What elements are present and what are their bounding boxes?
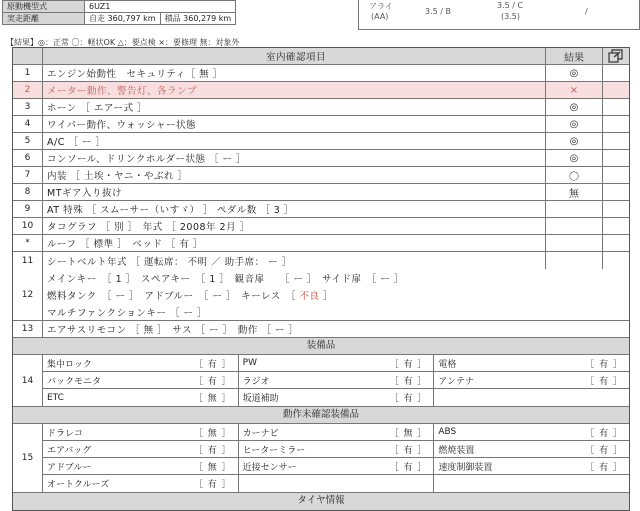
equipment-cell bbox=[239, 355, 435, 371]
row-number: 6 bbox=[13, 150, 43, 166]
equipment-cell bbox=[43, 372, 239, 388]
equipment-label: 速度制御装置 bbox=[438, 462, 493, 473]
mileage-meter: 積品 360,279 km bbox=[160, 13, 236, 25]
row-number: 1 bbox=[13, 65, 43, 81]
list-item bbox=[43, 355, 629, 372]
row-result: ◎ bbox=[545, 99, 602, 115]
equipment-value: ［ 有 ］ bbox=[389, 359, 428, 370]
equipment-value: ［ 無 ］ bbox=[389, 428, 428, 439]
equipment-cell bbox=[43, 389, 239, 406]
equipment-value: ［ 無 ］ bbox=[193, 428, 232, 439]
equipment-label: ドラレコ bbox=[47, 428, 84, 439]
equipment-label: オートクルーズ bbox=[47, 480, 110, 490]
equipment-cell bbox=[239, 389, 435, 406]
equipment-label: 集中ロック bbox=[47, 359, 92, 370]
equipment-label: 近接センサー bbox=[242, 462, 297, 473]
table-row bbox=[13, 99, 629, 116]
table-row bbox=[13, 167, 629, 184]
eval-label-top: アライ bbox=[369, 2, 393, 11]
model-value: 6UZ1 bbox=[85, 1, 236, 13]
row-result bbox=[545, 252, 602, 269]
row-item: ワイパー動作、ウォッシャー状態 bbox=[47, 120, 196, 131]
evaluation-box bbox=[358, 0, 640, 30]
list-item bbox=[43, 458, 629, 475]
row-result: ◎ bbox=[545, 133, 602, 149]
table-row bbox=[13, 150, 629, 167]
equipment-value: ［ 有 ］ bbox=[585, 445, 624, 456]
row-number: 5 bbox=[13, 133, 43, 149]
row-item: MTギア入り抜け bbox=[47, 188, 122, 199]
equipment-label: カーナビ bbox=[242, 428, 279, 439]
row-number: 10 bbox=[13, 218, 43, 234]
equipment-label: ETC bbox=[47, 392, 64, 403]
vehicle-header bbox=[0, 0, 640, 30]
keyless-status: 不良 bbox=[299, 290, 320, 302]
equipment-cell bbox=[239, 441, 435, 457]
equipment-value: ［ 有 ］ bbox=[193, 359, 232, 370]
equipment-cell bbox=[239, 458, 435, 474]
equipment-label: 坂道補助 bbox=[242, 394, 279, 404]
row-number: 3 bbox=[13, 99, 43, 115]
equipment-label: ヒーターミラー bbox=[242, 445, 306, 456]
table-row bbox=[13, 116, 629, 133]
equipment-value: ［ 有 ］ bbox=[193, 376, 232, 387]
equipment-cell bbox=[239, 475, 435, 492]
equipment-value: ［ 有 ］ bbox=[389, 445, 428, 456]
row-item: 内装 ［ 土埃・ヤニ・やぶれ ］ bbox=[47, 171, 188, 182]
row-result: × bbox=[545, 82, 602, 98]
equipment-label: 燃焼装置 bbox=[438, 445, 475, 456]
equipment-value: ［ 有 ］ bbox=[389, 376, 428, 387]
model-label: 原動機型式 bbox=[3, 1, 85, 13]
row-result bbox=[545, 218, 602, 234]
equipment-value: ［ 有 ］ bbox=[585, 376, 624, 387]
equipment-label: PW bbox=[242, 358, 257, 368]
list-item bbox=[43, 389, 629, 406]
equipment-grid: 14 集中ロック ［ 有 ］ PW ［ 有 ］ 電格 ［ 有 ］ バックモニタ ［ 有 ］ ラジオ ［ 有 ］ アンテナ ［ 有 ］ ETC ［ 無 ］ 坂道補助 ［ 有 ］ bbox=[13, 355, 629, 407]
row-number: 9 bbox=[13, 201, 43, 217]
list-item bbox=[43, 475, 629, 492]
equipment-cell bbox=[239, 424, 435, 440]
equipment-value: ［ 有 ］ bbox=[389, 462, 428, 473]
eval-label-bottom: (AA) bbox=[371, 12, 389, 21]
row-result bbox=[545, 235, 602, 251]
row-item: A/C ［ ー ］ bbox=[47, 137, 106, 148]
row-item: エンジン始動性 セキュリティ［ 無 ］ bbox=[47, 69, 223, 80]
equipment-cell bbox=[434, 355, 629, 371]
equipment-cell bbox=[434, 389, 629, 406]
equipment-label: アンテナ bbox=[438, 376, 474, 387]
row-item: タコグラフ ［ 別 ］ 年式 ［ 2008年 2月 ］ bbox=[47, 222, 250, 233]
equipment-label: ABS bbox=[438, 427, 457, 437]
unchecked-grid: 15 ドラレコ ［ 無 ］ カーナビ ［ 無 ］ ABS ［ 有 ］ エアバッグ ［ 有 ］ ヒーターミラー ［ 有 ］ 燃焼装置 ［ 有 ］ アドブルー ［ 無 ］ 近接センサー ［ 有 ］ 速度制御装置 ［ 有 ］ オートクルーズ ［ 有 ］ bbox=[13, 424, 629, 493]
equipment-cell bbox=[43, 475, 239, 492]
row-number: 11 bbox=[13, 252, 43, 269]
equipment-label: 電格 bbox=[438, 359, 457, 370]
row-result: ◎ bbox=[545, 65, 602, 81]
row-item: AT 特殊 ［ スムーサー（いすゞ） ］ ペダル数 ［ 3 ］ bbox=[47, 205, 294, 216]
header-result: 結果 bbox=[545, 48, 602, 64]
row-item: シートベルト年式 ［ 運転席： 不明 ／ 助手席： ー ］ bbox=[47, 256, 292, 268]
tire-title: タイヤ情報 bbox=[13, 493, 629, 510]
row-item: ホーン ［ エアー式 ］ bbox=[47, 103, 148, 114]
eval-value-3: / bbox=[585, 7, 588, 16]
equipment-value: ［ 有 ］ bbox=[193, 480, 232, 490]
table-row bbox=[13, 218, 629, 235]
equipment-label: エアバッグ bbox=[47, 445, 92, 456]
equipment-value: ［ 有 ］ bbox=[585, 428, 624, 439]
list-item bbox=[43, 441, 629, 458]
equipment-value: ［ 有 ］ bbox=[389, 394, 428, 404]
eval-value-1: 3.5 / B bbox=[425, 7, 451, 16]
row-item: ルーフ ［ 標準 ］ ベッド ［ 有 ］ bbox=[47, 239, 203, 250]
equipment-label: バックモニタ bbox=[47, 376, 102, 387]
row-result: ◎ bbox=[545, 116, 602, 132]
keys-line-2: 燃料タンク ［ ー ］ アドブルー ［ ー ］ キーレス ［ 不良 ］ bbox=[47, 290, 334, 302]
keys-line-1: メインキー ［ 1 ］ スペアキー ［ 1 ］ 観音扉 ［ ー ］ サイド扉 ［ ー ］ bbox=[47, 273, 404, 285]
equipment-label: アドブルー bbox=[47, 462, 92, 473]
row-number: * bbox=[13, 235, 43, 251]
equipment-cell bbox=[434, 372, 629, 388]
row-number: 2 bbox=[13, 82, 43, 98]
mileage-label: 実走距離 bbox=[3, 13, 85, 25]
row-number: 8 bbox=[13, 184, 43, 200]
equipment-cell bbox=[239, 372, 435, 388]
header-title: 室内確認項目 bbox=[265, 52, 326, 63]
row-item: コンソール、ドリンクホルダー状態 ［ ー ］ bbox=[47, 154, 247, 165]
row-result: ◎ bbox=[545, 150, 602, 166]
equipment-cell bbox=[43, 424, 239, 440]
inspection-table bbox=[12, 47, 630, 511]
equipment-cell bbox=[43, 355, 239, 371]
equipment-cell bbox=[434, 441, 629, 457]
equipment-value: ［ 無 ］ bbox=[193, 394, 232, 404]
equipment-title: 装備品 bbox=[13, 338, 629, 355]
equipment-value: ［ 有 ］ bbox=[193, 445, 232, 456]
equipment-label: ラジオ bbox=[242, 376, 270, 387]
equipment-cell bbox=[434, 475, 629, 492]
equipment-value: ［ 有 ］ bbox=[585, 462, 624, 473]
row-result bbox=[545, 201, 602, 217]
equipment-value: ［ 無 ］ bbox=[193, 462, 232, 473]
equipment-cell bbox=[434, 424, 629, 440]
equipment-cell bbox=[434, 458, 629, 474]
result-legend: 【結果】◎：正常 〇：軽状OK △：要点検 ×：要修理 無：対象外 bbox=[6, 38, 240, 47]
row-item: メーター動作、警告灯、各ランプ bbox=[47, 86, 198, 97]
copy-icon[interactable] bbox=[602, 48, 629, 64]
eval-value-2-bottom: (3.5) bbox=[501, 12, 520, 21]
keys-row: 12 メインキー ［ 1 ］ スペアキー ［ 1 ］ 観音扉 ［ ー ］ サイド扉 ［ ー ］ 燃料タンク ［ ー ］ アドブルー ［ ー ］ キーレス ［ 不良 ］ マルチファンクションキー ［ ー ］ bbox=[13, 269, 629, 321]
row-number: 4 bbox=[13, 116, 43, 132]
unchecked-title: 動作未確認装備品 bbox=[13, 407, 629, 424]
row-result: 〇 bbox=[545, 167, 602, 183]
row-result: 無 bbox=[545, 184, 602, 200]
equipment-value: ［ 有 ］ bbox=[585, 359, 624, 370]
keys-line-3: マルチファンクションキー ［ ー ］ bbox=[47, 307, 207, 319]
table-row bbox=[13, 235, 629, 252]
air-suspension-row: 13 エアサスリモコン ［ 無 ］ サス ［ ー ］ 動作 ［ ー ］ bbox=[13, 321, 629, 338]
table-row bbox=[13, 82, 629, 99]
table-row bbox=[13, 184, 629, 201]
list-item bbox=[43, 372, 629, 389]
equipment-cell bbox=[43, 458, 239, 474]
table-row bbox=[13, 201, 629, 218]
table-row bbox=[13, 252, 629, 269]
table-header bbox=[13, 48, 629, 65]
vehicle-info-table bbox=[2, 0, 236, 25]
row-number: 7 bbox=[13, 167, 43, 183]
equipment-cell bbox=[43, 441, 239, 457]
table-row bbox=[13, 65, 629, 82]
list-item bbox=[43, 424, 629, 441]
eval-value-2-top: 3.5 / C bbox=[497, 1, 524, 10]
mileage-self: 自走 360,797 km bbox=[85, 13, 161, 25]
table-row bbox=[13, 133, 629, 150]
